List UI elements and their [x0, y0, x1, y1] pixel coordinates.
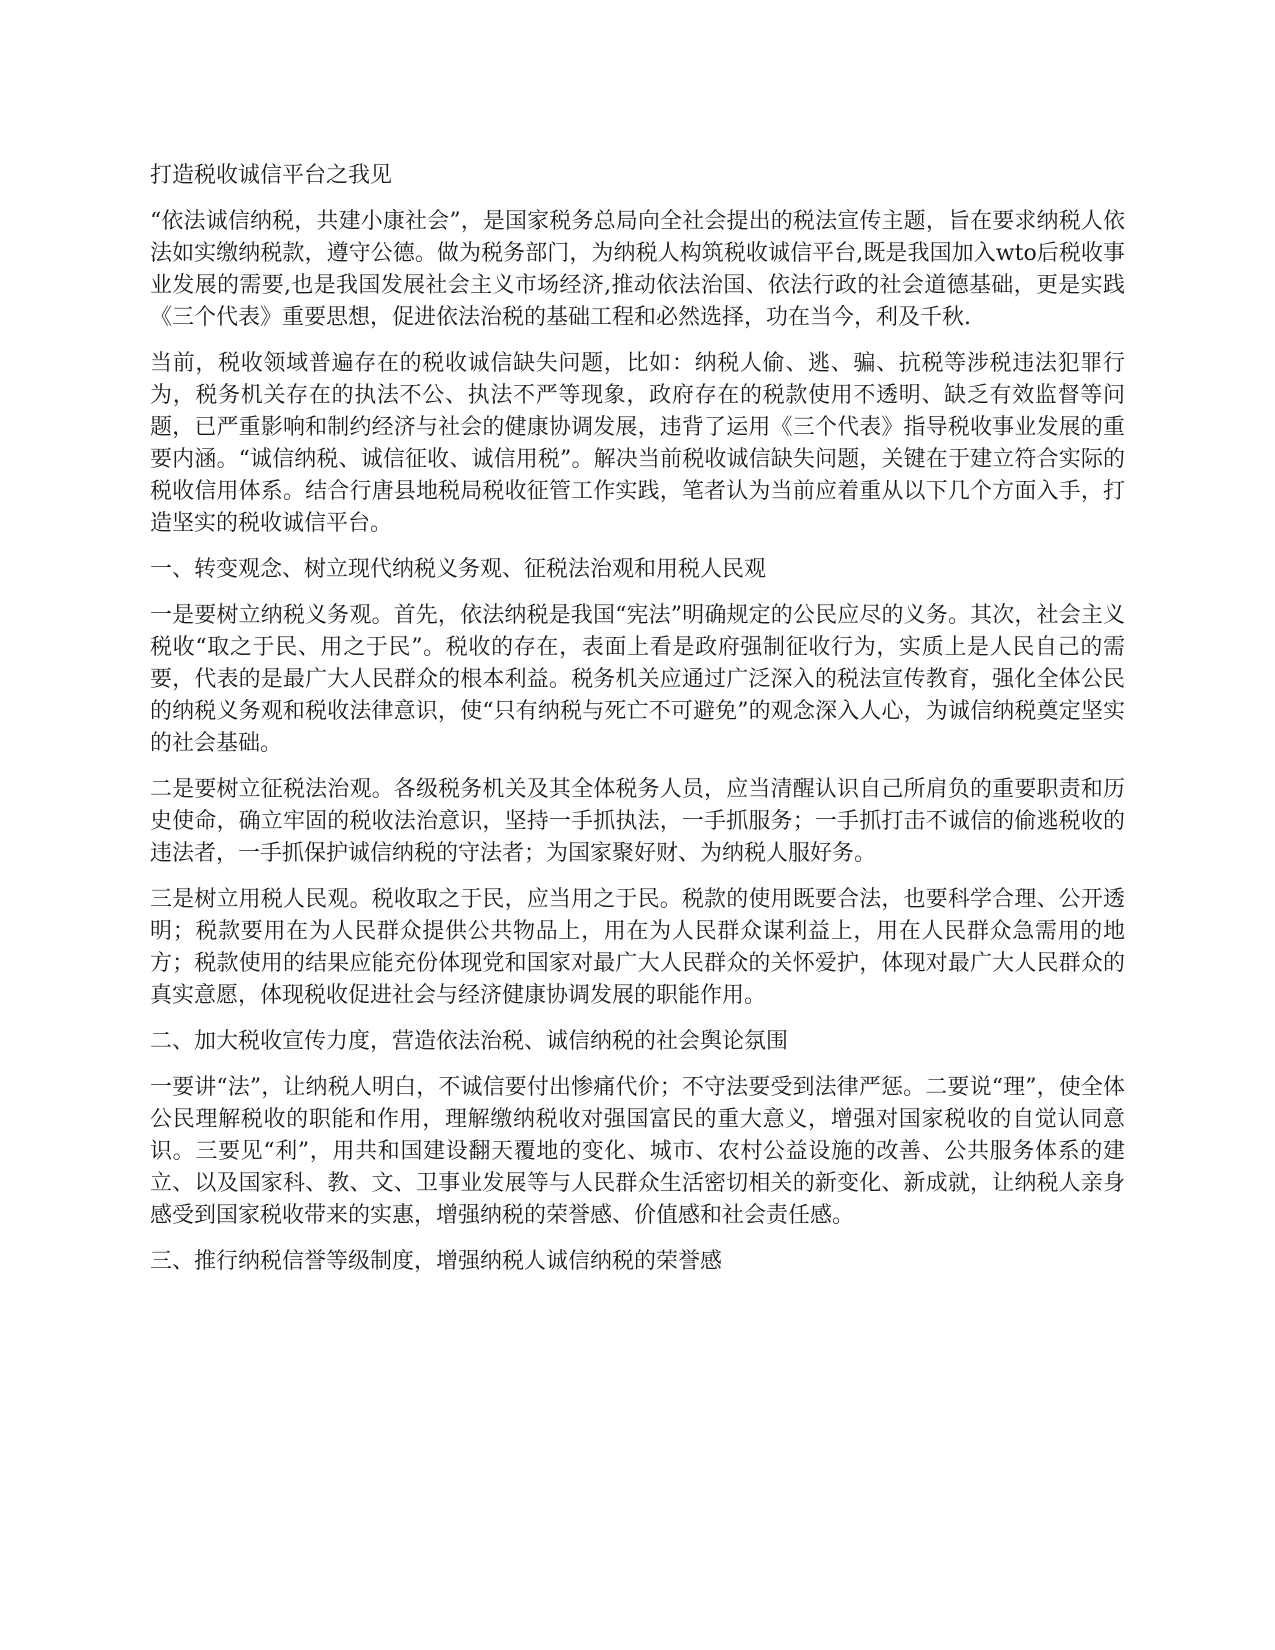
section-2-heading: 二、加大税收宣传力度，营造依法治税、诚信纳税的社会舆论氛围 [150, 1029, 789, 1054]
section-2-paragraph: 一要讲“法”，让纳税人明白，不诚信要付出惨痛代价；不守法要受到法律严惩。二要说“理”，使全体公民理解税收的职能和作用，理解缴纳税收对强国富民的重大意义，增强对国家税收的自觉认同意识。三要见“利”，用共和国建设翻天覆地的变化、城市、农村公益设施的改善、公共服务体系的建立、以及国家科、教、文、卫事业发展等与人民群众生活密切相关的新变化、新成就，让纳税人亲身感受到国家税收带来的实惠，增强纳税的荣誉感、价值感和社会责任感。 [150, 1075, 1125, 1228]
document-title: 打造税收诚信平台之我见 [150, 163, 393, 188]
current-situation-paragraph: 当前，税收领域普遍存在的税收诚信缺失问题，比如：纳税人偷、逃、骗、抗税等涉税违法犯罪行为，税务机关存在的执法不公、执法不严等现象，政府存在的税款使用不透明、缺乏有效监督等问题，已严重影响和制约经济与社会的健康协调发展，违背了运用《三个代表》指导税收事业发展的重要内涵。“诚信纳税、诚信征收、诚信用税”。解决当前税收诚信缺失问题，关键在于建立符合实际的税收信用体系。结合行唐县地税局税收征管工作实践，笔者认为当前应着重从以下几个方面入手，打造坚实的税收诚信平台。 [150, 351, 1125, 536]
section-3-heading: 三、推行纳税信誉等级制度，增强纳税人诚信纳税的荣誉感 [150, 1249, 723, 1274]
section-1-point-1: 一是要树立纳税义务观。首先，依法纳税是我国“宪法”明确规定的公民应尽的义务。其次，社会主义税收“取之于民、用之于民”。税收的存在，表面上看是政府强制征收行为，实质上是人民自己的需要，代表的是最广大人民群众的根本利益。税务机关应通过广泛深入的税法宣传教育，强化全体公民的纳税义务观和税收法律意识，使“只有纳税与死亡不可避免”的观念深入人心，为诚信纳税奠定坚实的社会基础。 [150, 603, 1125, 756]
section-1-point-3: 三是树立用税人民观。税收取之于民，应当用之于民。税款的使用既要合法，也要科学合理、公开透明；税款要用在为人民群众提供公共物品上，用在为人民群众谋利益上，用在人民群众急需用的地方；税款使用的结果应能充份体现党和国家对最广大人民群众的关怀爱护，体现对最广大人民群众的真实意愿，体现税收促进社会与经济健康协调发展的职能作用。 [150, 887, 1125, 1008]
section-1-point-2: 二是要树立征税法治观。各级税务机关及其全体税务人员，应当清醒认识自己所肩负的重要职责和历史使命，确立牢固的税收法治意识，坚持一手抓执法，一手抓服务；一手抓打击不诚信的偷逃税收的违法者，一手抓保护诚信纳税的守法者；为国家聚好财、为纳税人服好务。 [150, 777, 1125, 866]
document-page [150, 160, 1125, 1292]
section-1-heading: 一、转变观念、树立现代纳税义务观、征税法治观和用税人民观 [150, 557, 767, 582]
intro-paragraph: “依法诚信纳税，共建小康社会”，是国家税务总局向全社会提出的税法宣传主题，旨在要求纳税人依法如实缴纳税款，遵守公德。做为税务部门，为纳税人构筑税收诚信平台,既是我国加入wto后税收事业发展的需要,也是我国发展社会主义市场经济,推动依法治国、依法行政的社会道德基础，更是实践《三个代表》重要思想，促进依法治税的基础工程和必然选择，功在当今，利及千秋. [150, 209, 1125, 330]
